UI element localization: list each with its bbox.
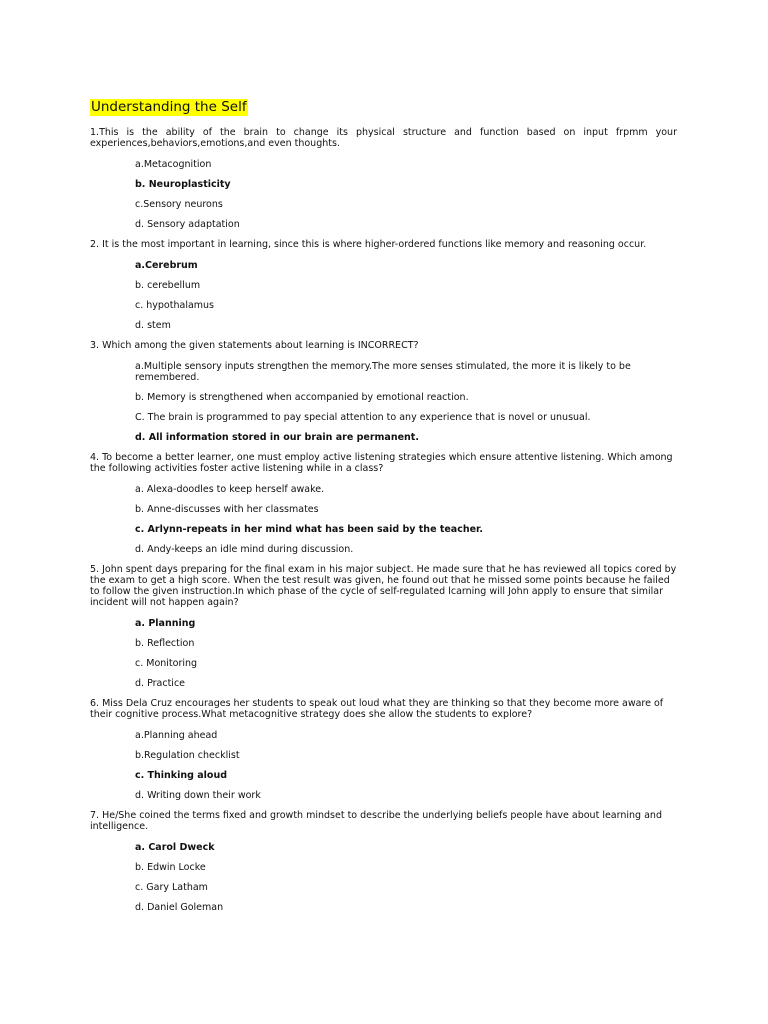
answer-option-correct: c. Thinking aloud (135, 770, 228, 781)
question-text: 3. Which among the given statements about learning is INCORRECT? (90, 340, 419, 351)
answer-option: b. Edwin Locke (135, 862, 206, 873)
answer-option: d. Writing down their work (135, 790, 261, 801)
answer-option-correct: d. All information stored in our brain are permanent. (135, 432, 419, 443)
answer-option: a.Planning ahead (135, 730, 218, 741)
document-page (90, 96, 677, 922)
answer-option: a.Metacognition (135, 159, 212, 170)
answer-option: C. The brain is programmed to pay special attention to any experience that is novel or unusual. (135, 412, 591, 423)
answer-option: a.Multiple sensory inputs strengthen the memory.The more senses stimulated, the more it is likely to be remembered. (135, 361, 631, 383)
answer-option: b. Reflection (135, 638, 195, 649)
answer-option: d. Practice (135, 678, 186, 689)
question-item (90, 340, 677, 443)
answer-option: b. Anne-discusses with her classmates (135, 504, 319, 515)
answer-option: d. stem (135, 320, 171, 331)
answer-option: d. Daniel Goleman (135, 902, 224, 913)
answer-option: d. Sensory adaptation (135, 219, 240, 230)
answer-option-correct: a. Carol Dweck (135, 842, 215, 853)
answer-option: c. hypothalamus (135, 300, 215, 311)
answer-option-correct: a. Planning (135, 618, 196, 629)
answer-option: b. Memory is strengthened when accompanied by emotional reaction. (135, 392, 469, 403)
question-text: 1.This is the ability of the brain to change its physical structure and function based on input frpmm your experiences,behaviors,emotions,and even thoughts. (90, 127, 677, 149)
question-text: 5. John spent days preparing for the final exam in his major subject. He made sure that he has reviewed all topics cored by the exam to get a high score. When the test result was given, he found out that he missed some points because he failed to follow the given instruction.In which phase of the cycle of self-regulated lcarning will John apply to ensure that similar incident will not happen again? (90, 564, 677, 608)
question-text: 4. To become a better learner, one must employ active listening strategies which ensure attentive listening. Which among the following activities foster active listening while in a class? (90, 452, 673, 474)
answer-option: d. Andy-keeps an idle mind during discussion. (135, 544, 354, 555)
question-item (90, 698, 677, 801)
answer-option-correct: c. Arlynn-repeats in her mind what has been said by the teacher. (135, 524, 483, 535)
question-list (90, 127, 677, 913)
answer-option: a. Alexa-doodles to keep herself awake. (135, 484, 325, 495)
answer-option: c.Sensory neurons (135, 199, 223, 210)
page-title: Understanding the Self (91, 99, 247, 115)
question-item (90, 452, 677, 555)
question-text: 2. It is the most important in learning, since this is where higher-ordered functions like memory and reasoning occur. (90, 239, 647, 250)
question-item (90, 239, 677, 331)
question-text: 7. He/She coined the terms fixed and growth mindset to describe the underlying beliefs people have about learning and intelligence. (90, 810, 662, 832)
answer-option: b.Regulation checklist (135, 750, 240, 761)
question-item (90, 127, 677, 230)
answer-option-correct: a.Cerebrum (135, 260, 198, 271)
question-text: 6. Miss Dela Cruz encourages her students to speak out loud what they are thinking so that they become more aware of their cognitive process.What metacognitive strategy does she allow the students to explore? (90, 698, 664, 720)
answer-option: c. Monitoring (135, 658, 198, 669)
question-item (90, 564, 677, 689)
answer-option: c. Gary Latham (135, 882, 208, 893)
answer-option: b. cerebellum (135, 280, 201, 291)
question-item (90, 810, 677, 913)
answer-option-correct: b. Neuroplasticity (135, 179, 231, 190)
